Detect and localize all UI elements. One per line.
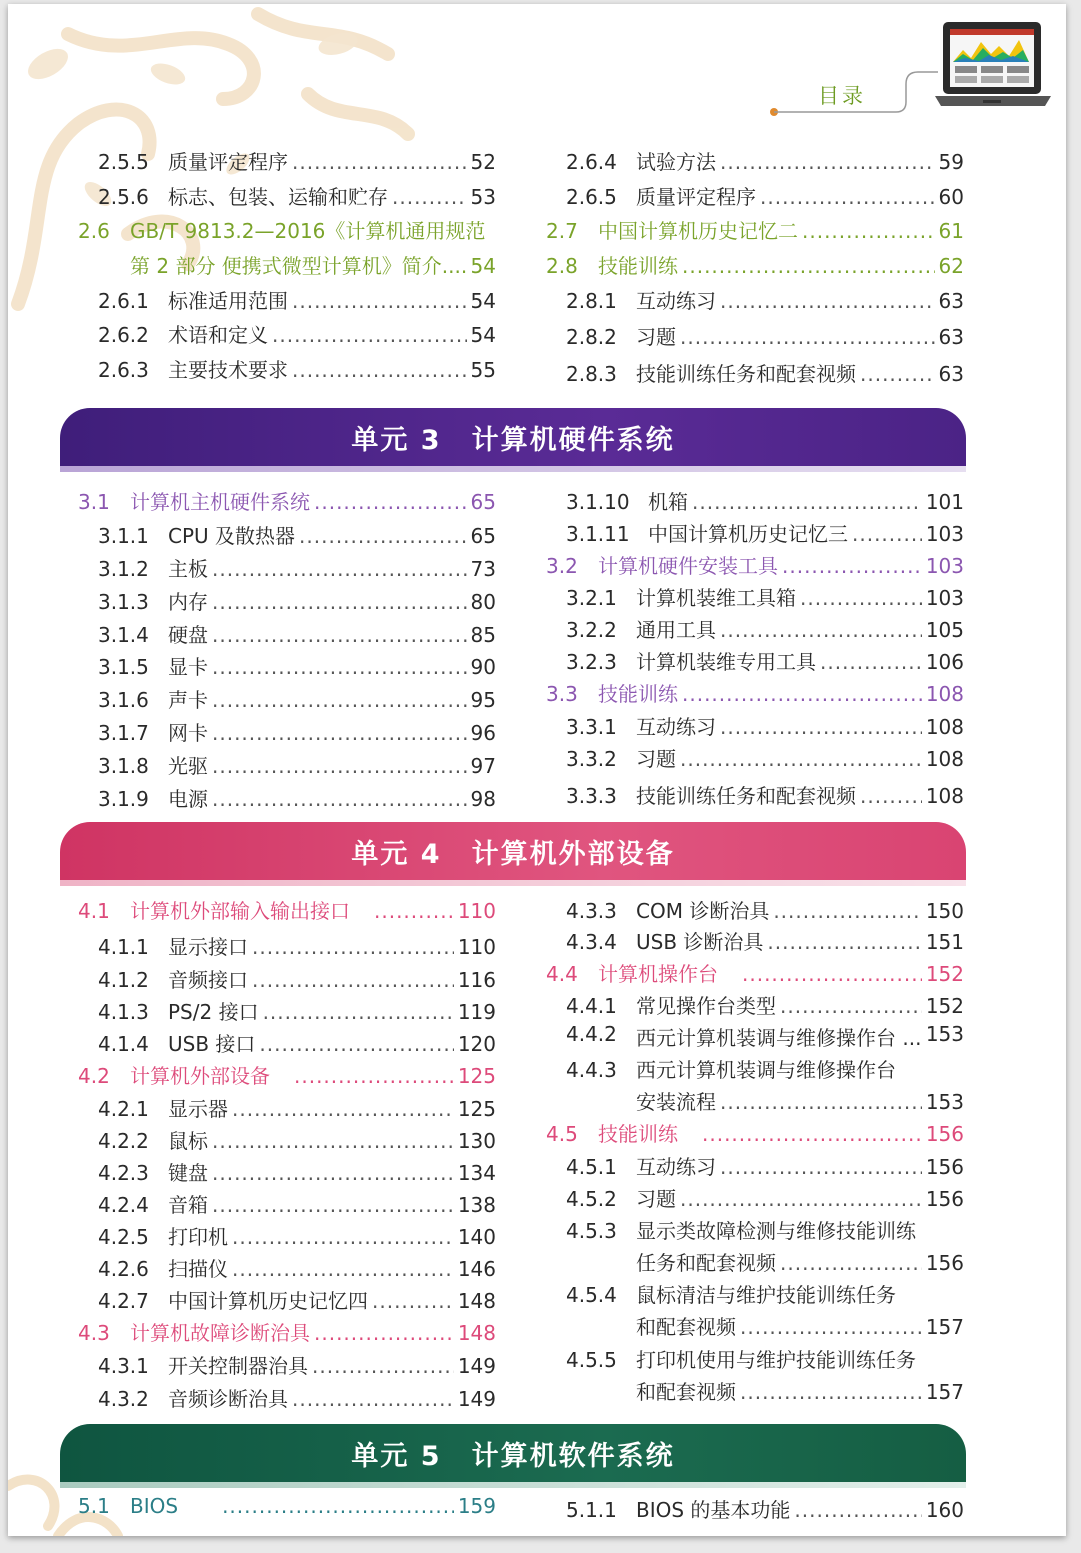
toc-entry-cont[interactable]: 安装流程 ..... 153: [636, 1086, 964, 1115]
toc-entry[interactable]: 4.4.1 常见操作台类型 ..... 152: [566, 990, 964, 1019]
toc-section-entry[interactable]: 4.3 计算机故障诊断治具 ..... 148: [78, 1317, 496, 1346]
toc-entry[interactable]: 4.2.7 中国计算机历史记忆四 ..... 148: [98, 1285, 496, 1314]
toc-entry[interactable]: 4.3.1 开关控制器治具 ..... 149: [98, 1350, 496, 1379]
toc-entry[interactable]: 4.1.2 音频接口 ..... 116: [98, 964, 496, 993]
toc-entry[interactable]: 4.2.1 显示器 ..... 125: [98, 1093, 496, 1122]
toc-section-entry-cont[interactable]: 第 2 部分 便携式微型计算机》简介.... 54: [130, 254, 496, 278]
toc-entry-cont[interactable]: 和配套视频 ..... 157: [636, 1376, 964, 1405]
toc-entry[interactable]: 3.1.7 网卡 ..... 96: [98, 717, 496, 746]
toc-section-entry[interactable]: 3.2 计算机硬件安装工具 ..... 103: [546, 550, 964, 579]
toc-entry[interactable]: 3.1.8 光驱 ..... 97: [98, 750, 496, 779]
toc-entry[interactable]: 3.3.1 互动练习 ..... 108: [566, 711, 964, 740]
toc-entry[interactable]: 4.5.2 习题 ..... 156: [566, 1183, 964, 1212]
unit-3-label: 单元 3: [351, 424, 442, 456]
toc-entry-cont[interactable]: 任务和配套视频 ..... 156: [636, 1247, 964, 1276]
unit-3-underline: [60, 466, 966, 472]
toc-entry-cont[interactable]: 和配套视频 ..... 157: [636, 1311, 964, 1340]
toc-entry[interactable]: 2.6.4 试验方法 ..... 59: [566, 146, 964, 175]
toc-section-entry[interactable]: 4.5 技能训练 ..... 156: [546, 1118, 964, 1147]
toc-entry[interactable]: 3.1.3 内存 ..... 80: [98, 586, 496, 615]
toc-entry[interactable]: 4.4.2 西元计算机装调与维修操作台 ... 153: [566, 1022, 964, 1050]
toc-entry[interactable]: 2.6.2 术语和定义 ..... 54: [98, 319, 496, 348]
toc-section-entry[interactable]: 4.1 计算机外部输入输出接口 ..... 110: [78, 895, 496, 924]
toc-entry[interactable]: 4.3.2 音频诊断治具 ..... 149: [98, 1383, 496, 1412]
toc-entry[interactable]: 4.3.4 USB 诊断治具 ..... 151: [566, 926, 964, 955]
toc-entry[interactable]: 3.1.11 中国计算机历史记忆三 ..... 103: [566, 518, 964, 547]
toc-entry[interactable]: 2.8.2 习题 ..... 63: [566, 321, 964, 350]
unit-5-label: 单元 5: [351, 1440, 442, 1472]
toc-section-entry[interactable]: 2.7 中国计算机历史记忆二 ..... 61: [546, 215, 964, 244]
toc-entry[interactable]: 3.3.2 习题 ..... 108: [566, 743, 964, 772]
laptop-icon: [933, 20, 1053, 112]
unit-3-title: 计算机硬件系统: [471, 424, 675, 456]
unit-4-banner[interactable]: [60, 822, 966, 880]
toc-entry[interactable]: 3.1.4 硬盘 ..... 85: [98, 619, 496, 648]
unit-5-underline: [60, 1482, 966, 1488]
toc-section-entry[interactable]: 3.1 计算机主机硬件系统 ..... 65: [78, 486, 496, 515]
toc-entry[interactable]: 4.4.3 西元计算机装调与维修操作台: [566, 1058, 896, 1082]
toc-entry[interactable]: 3.3.3 技能训练任务和配套视频 ..... 108: [566, 780, 964, 809]
toc-entry[interactable]: 2.8.1 互动练习 ..... 63: [566, 285, 964, 314]
toc-entry[interactable]: 4.1.1 显示接口 ..... 110: [98, 931, 496, 960]
toc-entry[interactable]: 4.2.3 键盘 ..... 134: [98, 1157, 496, 1186]
header-title: 目录: [818, 84, 866, 108]
toc-section-entry[interactable]: 2.8 技能训练 ..... 62: [546, 250, 964, 279]
toc-section-entry[interactable]: 3.3 技能训练 ..... 108: [546, 678, 964, 707]
toc-entry[interactable]: 2.5.6 标志、包装、运输和贮存 ..... 53: [98, 181, 496, 210]
toc-entry[interactable]: 3.1.10 机箱 ..... 101: [566, 486, 964, 515]
unit-4-underline: [60, 880, 966, 886]
toc-entry[interactable]: 3.1.1 CPU 及散热器 ..... 65: [98, 520, 496, 549]
toc-entry[interactable]: 3.1.2 主板 ..... 73: [98, 553, 496, 582]
toc-entry[interactable]: 2.6.1 标准适用范围 ..... 54: [98, 285, 496, 314]
toc-section-entry[interactable]: 4.2 计算机外部设备 ..... 125: [78, 1060, 496, 1089]
toc-entry[interactable]: 2.8.3 技能训练任务和配套视频 ..... 63: [566, 358, 964, 387]
toc-entry[interactable]: 2.5.5 质量评定程序 ..... 52: [98, 146, 496, 175]
toc-entry[interactable]: 2.6.5 质量评定程序 ..... 60: [566, 181, 964, 210]
toc-entry[interactable]: 3.2.3 计算机装维专用工具 ..... 106: [566, 646, 964, 675]
toc-entry[interactable]: 3.1.5 显卡 ..... 90: [98, 651, 496, 680]
toc-entry[interactable]: 4.3.3 COM 诊断治具 ..... 150: [566, 895, 964, 924]
toc-entry[interactable]: 4.2.2 鼠标 ..... 130: [98, 1125, 496, 1154]
toc-entry[interactable]: 4.2.6 扫描仪 ..... 146: [98, 1253, 496, 1282]
unit-5-banner[interactable]: [60, 1424, 966, 1482]
unit-4-title: 计算机外部设备: [471, 838, 675, 870]
unit-5-title: 计算机软件系统: [471, 1440, 675, 1472]
toc-section-entry[interactable]: 2.6 GB/T 9813.2—2016《计算机通用规范: [78, 219, 486, 243]
toc-entry[interactable]: 4.5.5 打印机使用与维护技能训练任务: [566, 1348, 916, 1372]
toc-entry[interactable]: 2.6.3 主要技术要求 ..... 55: [98, 354, 496, 383]
unit-3-banner[interactable]: [60, 408, 966, 466]
toc-entry[interactable]: 3.2.1 计算机装维工具箱 ..... 103: [566, 582, 964, 611]
toc-entry[interactable]: 3.2.2 通用工具 ..... 105: [566, 614, 964, 643]
toc-entry[interactable]: 4.5.1 互动练习 ..... 156: [566, 1151, 964, 1180]
toc-entry[interactable]: 4.5.4 鼠标清洁与维护技能训练任务: [566, 1283, 896, 1307]
toc-entry[interactable]: 3.1.6 声卡 ..... 95: [98, 684, 496, 713]
toc-entry[interactable]: 4.5.3 显示类故障检测与维修技能训练: [566, 1219, 916, 1243]
toc-section-entry[interactable]: 4.4 计算机操作台 ..... 152: [546, 958, 964, 987]
toc-entry[interactable]: 4.1.4 USB 接口 ..... 120: [98, 1028, 496, 1057]
toc-entry[interactable]: 4.2.4 音箱 ..... 138: [98, 1189, 496, 1218]
toc-entry[interactable]: 4.1.3 PS/2 接口 ..... 119: [98, 996, 496, 1025]
toc-section-entry[interactable]: 5.1 BIOS ..... 159: [78, 1494, 496, 1518]
toc-entry[interactable]: 5.1.1 BIOS 的基本功能 ..... 160: [566, 1494, 964, 1523]
unit-4-label: 单元 4: [351, 838, 442, 870]
toc-entry[interactable]: 3.1.9 电源 ..... 98: [98, 783, 496, 812]
toc-entry[interactable]: 4.2.5 打印机 ..... 140: [98, 1221, 496, 1250]
toc-page: [8, 4, 1066, 1536]
